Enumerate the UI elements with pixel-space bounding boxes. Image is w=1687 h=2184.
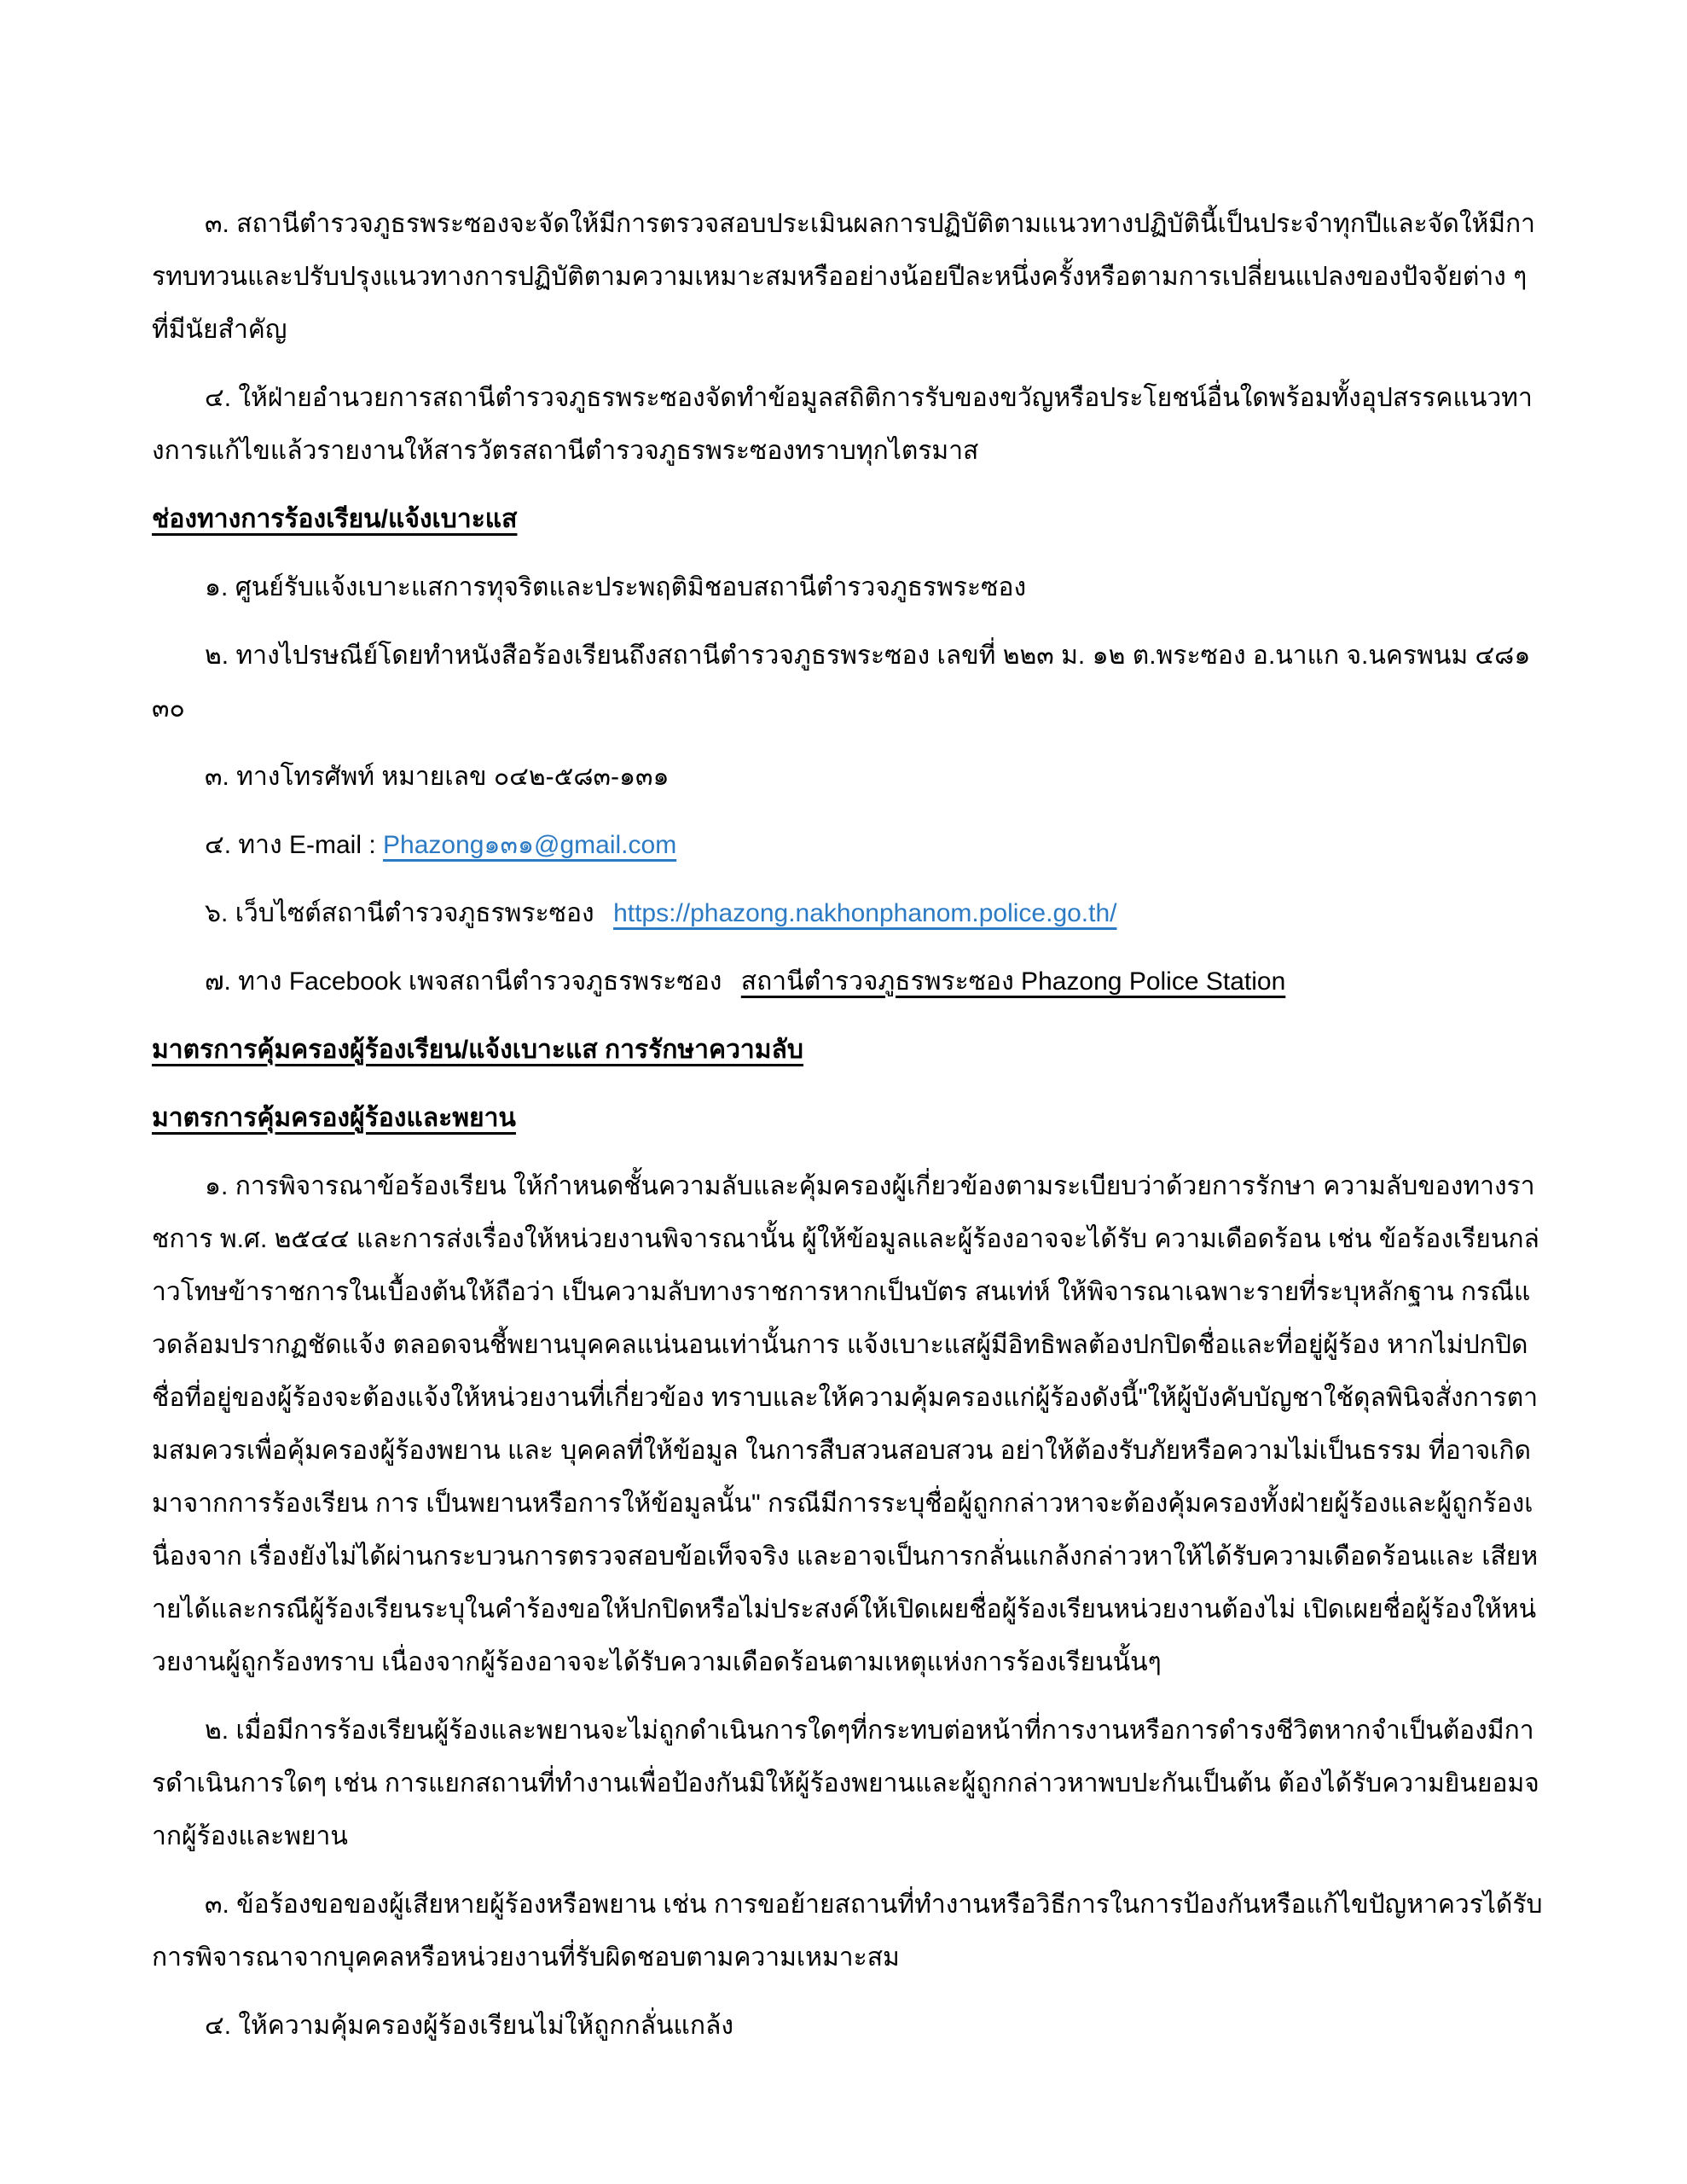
channel-item-website	[152, 887, 1544, 940]
paragraph-statistics-report: ๔. ให้ฝ่ายอำนวยการสถานีตำรวจภูธรพระซองจัดทำข้อมูลสถิติการรับของขวัญหรือประโยชน์อื่นใดพร้อมทั้งอุปสรรคแนวทางการแก้ไขแล้วรายงานให้สารวัตรสถานีตำรวจภูธรพระซองทราบทุกไตรมาส	[152, 384, 1533, 465]
email-label: ๔. ทาง E-mail :	[205, 831, 376, 859]
channel-item-whistleblower-center: ๑. ศูนย์รับแจ้งเบาะแสการทุจริตและประพฤติมิชอบสถานีตำรวจภูธรพระซอง	[205, 573, 1027, 601]
website-label: ๖. เว็บไซต์สถานีตำรวจภูธรพระซอง	[205, 899, 594, 927]
facebook-page-link[interactable]: สถานีตำรวจภูธรพระซอง Phazong Police Station	[740, 967, 1286, 996]
channel-item-facebook	[152, 956, 1544, 1008]
website-link[interactable]: https://phazong.nakhonphanom.police.go.th/	[613, 899, 1117, 927]
heading-complaint-channels: ช่องทางการร้องเรียน/แจ้งเบาะแส	[152, 505, 518, 533]
paragraph-annual-review: ๓. สถานีตำรวจภูธรพระซองจะจัดให้มีการตรวจสอบประเมินผลการปฏิบัติตามแนวทางปฏิบัตินี้เป็นประจำทุกปีและจัดให้มีการทบทวนและปรับปรุงแนวทางการปฏิบัติตามความเหมาะสมหรืออย่างน้อยปีละหนึ่งครั้งหรือตามการเปลี่ยนแปลงของปัจจัยต่าง ๆ ที่มีนัยสำคัญ	[152, 210, 1536, 344]
heading-complainant-protection: มาตรการคุ้มครองผู้ร้องเรียน/แจ้งเบาะแส การรักษาความลับ	[152, 1036, 803, 1064]
paragraph-confidentiality-measures: ๑. การพิจารณาข้อร้องเรียน ให้กำหนดชั้นความลับและคุ้มครองผู้เกี่ยวข้องตามระเบียบว่าด้วยการรักษา ความลับของทางราชการ พ.ศ. ๒๕๔๔ และการส่งเรื่องให้หน่วยงานพิจารณานั้น ผู้ให้ข้อมูลและผู้ร้องอาจจะได้รับ ความเดือดร้อน เช่น ข้อร้องเรียนกล่าวโทษข้าราชการในเบื้องต้นให้ถือว่า เป็นความลับทางราชการหากเป็นบัตร สนเท่ห์ ให้พิจารณาเฉพาะรายที่ระบุหลักฐาน กรณีแวดล้อมปรากฏชัดแจ้ง ตลอดจนชี้พยานบุคคลแน่นอนเท่านั้นการ แจ้งเบาะแสผู้มีอิทธิพลต้องปกปิดชื่อและที่อยู่ผู้ร้อง หากไม่ปกปิดชื่อที่อยู่ของผู้ร้องจะต้องแจ้งให้หน่วยงานที่เกี่ยวข้อง ทราบและให้ความคุ้มครองแก่ผู้ร้องดังนี้"ให้ผู้บังคับบัญชาใช้ดุลพินิจสั่งการตามสมควรเพื่อคุ้มครองผู้ร้องพยาน และ บุคคลที่ให้ข้อมูล ในการสืบสวนสอบสวน อย่าให้ต้องรับภัยหรือความไม่เป็นธรรม ที่อาจเกิดมาจากการร้องเรียน การ เป็นพยานหรือการให้ข้อมูลนั้น" กรณีมีการระบุชื่อผู้ถูกกล่าวหาจะต้องคุ้มครองทั้งฝ่ายผู้ร้องและผู้ถูกร้องเนื่องจาก เรื่องยังไม่ได้ผ่านกระบวนการตรวจสอบข้อเท็จจริง และอาจเป็นการกลั่นแกล้งกล่าวหาให้ได้รับความเดือดร้อนและ เสียหายได้และกรณีผู้ร้องเรียนระบุในคำร้องขอให้ปกปิดหรือไม่ประสงค์ให้เปิดเผยชื่อผู้ร้องเรียนหน่วยงานต้องไม่ เปิดเผยชื่อผู้ร้องให้หน่วยงานผู้ถูกร้องทราบ เนื่องจากผู้ร้องอาจจะได้รับความเดือดร้อนตามเหตุแห่งการร้องเรียนนั้นๆ	[152, 1172, 1539, 1676]
channel-item-email	[152, 819, 1544, 872]
facebook-label: ๗. ทาง Facebook เพจสถานีตำรวจภูธรพระซอง	[205, 967, 722, 996]
email-link[interactable]: Phazong๑๓๑@gmail.com	[383, 831, 677, 859]
paragraph-anti-harassment: ๔. ให้ความคุ้มครองผู้ร้องเรียนไม่ให้ถูกกลั่นแกล้ง	[205, 2012, 734, 2040]
paragraph-relocation-requests: ๓. ข้อร้องขอของผู้เสียหายผู้ร้องหรือพยาน เช่น การขอย้ายสถานที่ทำงานหรือวิธีการในการป้องกันหรือแก้ไขปัญหาควรได้รับการพิจารณาจากบุคคลหรือหน่วยงานที่รับผิดชอบตามความเหมาะสม	[152, 1891, 1543, 1972]
heading-witness-protection: มาตรการคุ้มครองผู้ร้องและพยาน	[152, 1104, 516, 1132]
channel-item-telephone: ๓. ทางโทรศัพท์ หมายเลข ๐๔๒-๕๘๓-๑๓๑	[205, 763, 670, 791]
paragraph-no-work-impact: ๒. เมื่อมีการร้องเรียนผู้ร้องและพยานจะไม่ถูกดำเนินการใดๆที่กระทบต่อหน้าที่การงานหรือการดำรงชีวิตหากจำเป็นต้องมีการดำเนินการใดๆ เช่น การแยกสถานที่ทำงานเพื่อป้องกันมิให้ผู้ร้องพยานและผู้ถูกกล่าวหาพบปะกันเป็นต้น ต้องได้รับความยินยอมจากผู้ร้องและพยาน	[152, 1716, 1539, 1850]
channel-item-postal-mail: ๒. ทางไปรษณีย์โดยทำหนังสือร้องเรียนถึงสถานีตำรวจภูธรพระซอง เลขที่ ๒๒๓ ม. ๑๒ ต.พระซอง อ.นาแก จ.นครพนม ๔๘๑๓๐	[152, 642, 1531, 723]
